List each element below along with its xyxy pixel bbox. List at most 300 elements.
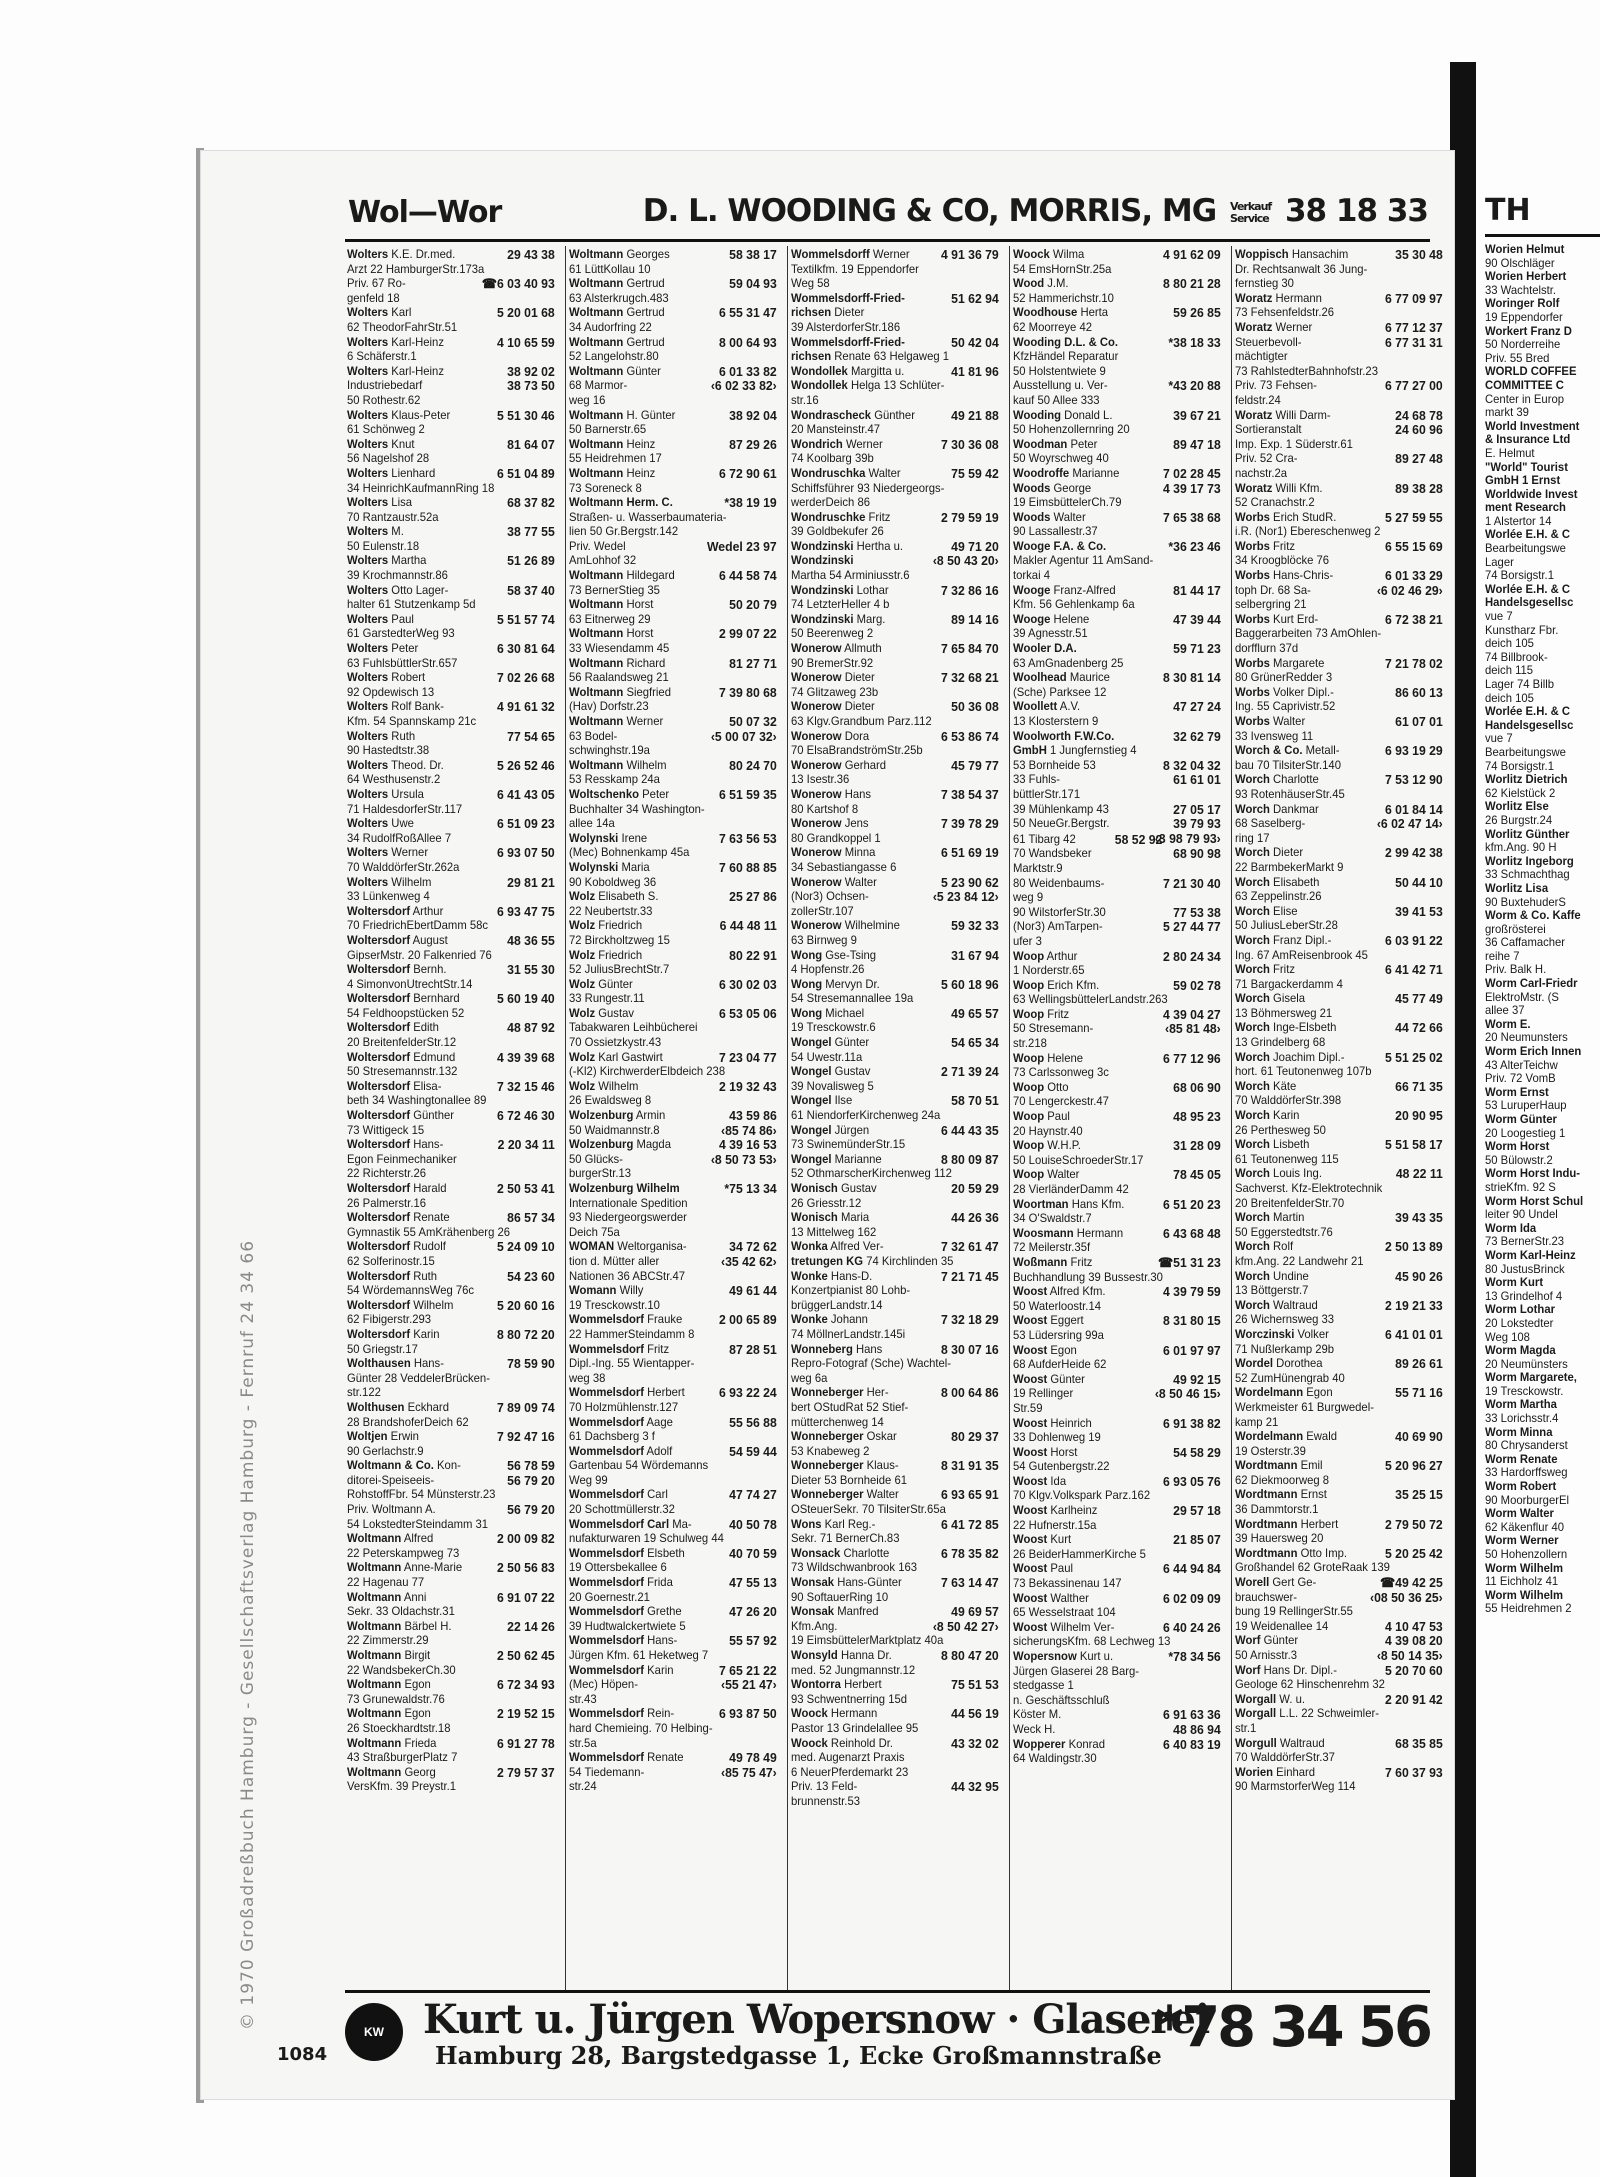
directory-entry (1235, 1445, 1435, 1460)
directory-entry (1235, 1722, 1435, 1737)
directory-entry (1013, 525, 1213, 540)
directory-entry (347, 321, 547, 336)
entry-phone: ‹08 50 36 25› (1370, 1589, 1443, 1605)
entry-name: Woratz (1235, 480, 1273, 495)
directory-entry (347, 436, 555, 453)
directory-entry (791, 1766, 991, 1781)
entry-detail: (Nor3) Ochsen- (791, 889, 869, 904)
entry-detail: Edith (413, 1020, 439, 1035)
directory-entry (791, 641, 999, 657)
directory-entry (791, 1035, 999, 1051)
entry-phone: 6 55 31 47 (718, 305, 777, 321)
entry-phone: 6 01 97 97 (1162, 1342, 1221, 1358)
entry-name: Wonsyld (791, 1648, 838, 1662)
directory-entry (569, 394, 769, 409)
entry-detail: Weltorganisa- (617, 1239, 687, 1254)
entry-detail: Egon (1306, 1385, 1333, 1400)
entry-detail: ufer 3 (1013, 933, 1042, 948)
entry-name: Wolters (347, 436, 389, 451)
entry-detail: 70 Ossietzkystr.43 (569, 1035, 662, 1050)
directory-entry (569, 482, 769, 497)
adjacent-line: Worm Margarete, (1485, 1370, 1577, 1385)
directory-entry (1013, 334, 1221, 351)
adjacent-line: & Insurance Ltd (1485, 432, 1571, 447)
entry-phone: 2 50 13 89 (1384, 1239, 1443, 1255)
entry-detail: feldstr.24 (1235, 392, 1281, 407)
entry-detail: Priv. 67 Ro- (347, 276, 406, 291)
directory-entry (1235, 874, 1443, 891)
directory-entry (791, 1372, 991, 1387)
directory-entry (347, 1343, 547, 1358)
entry-phone: *43 20 88 (1168, 378, 1221, 394)
entry-name: Woltmann (569, 247, 624, 261)
directory-entry (347, 1326, 555, 1343)
entry-detail: Hans- (647, 1633, 678, 1648)
directory-entry (1235, 394, 1435, 409)
directory-entry (569, 1414, 777, 1431)
entry-detail: Wilhelm (391, 874, 432, 889)
entry-detail: ditorei-Speiseeis- (347, 1472, 435, 1487)
directory-entry (791, 277, 991, 292)
directory-entry (791, 1385, 999, 1401)
directory-entry (347, 991, 555, 1007)
entry-detail: 33 Dohlenweg 19 (1013, 1430, 1101, 1445)
entry-phone: ‹85 75 47› (721, 1764, 777, 1780)
entry-detail: Hildegard (626, 568, 675, 583)
entry-phone: 38 92 04 (729, 407, 777, 423)
directory-entry (347, 1693, 547, 1708)
adjacent-line: strieKfm. 92 S (1485, 1179, 1556, 1194)
entry-detail: Eckhard (407, 1399, 449, 1414)
entry-detail: M. (391, 524, 404, 539)
entry-name: Wonke (791, 1268, 828, 1283)
entry-detail: AmLohhof 32 (569, 553, 637, 568)
directory-entry (1013, 1241, 1213, 1256)
entry-detail: 70 FriedrichEbertDamm 58c (347, 918, 489, 933)
entry-detail: genfeld 18 (347, 290, 400, 305)
entry-phone: 43 32 02 (951, 1735, 999, 1751)
directory-entry (791, 670, 999, 686)
entry-detail: KfzHändel Reparatur (1013, 349, 1119, 364)
directory-entry (791, 1604, 999, 1620)
entry-phone: 6 44 48 11 (719, 918, 777, 934)
entry-name: Worch (1235, 962, 1270, 977)
directory-entry (569, 714, 777, 730)
directory-entry (1013, 1138, 1221, 1154)
entry-phone: 58 38 17 (729, 247, 777, 262)
directory-entry (791, 1445, 991, 1460)
entry-name: Woltersdorf (347, 1297, 411, 1312)
entry-name: Wondollek (791, 378, 848, 393)
directory-entry (347, 861, 547, 876)
directory-entry (1013, 1752, 1213, 1767)
entry-detail: Hanna Dr. (840, 1648, 892, 1662)
directory-entry (569, 728, 777, 745)
directory-entry (791, 1005, 999, 1022)
entry-detail: Charlotte (1273, 772, 1319, 787)
directory-entry (569, 407, 777, 424)
directory-entry (791, 1268, 999, 1285)
directory-entry (569, 452, 769, 467)
entry-name: Wommelsdorf (569, 1312, 645, 1327)
entry-name: Woltmann (347, 1648, 402, 1662)
directory-entry (569, 1633, 777, 1649)
entry-phone: 68 06 90 (1173, 1079, 1221, 1095)
entry-name: Wolters (347, 816, 389, 831)
directory-entry (347, 465, 555, 482)
entry-name: Woock (791, 1735, 828, 1750)
directory-entry (347, 1751, 547, 1766)
entry-detail: beth 34 Washingtonallee 89 (347, 1093, 487, 1108)
entry-name: Woltersdorf (347, 903, 411, 918)
entry-name: Wong (791, 947, 823, 962)
directory-entry (347, 350, 547, 365)
entry-detail: Uwe (391, 816, 414, 831)
entry-detail: 19 EimsbüttelerMarktplatz 40a (791, 1633, 944, 1648)
entry-phone: 44 26 36 (951, 1210, 999, 1226)
entry-name: Woltmann (347, 1735, 402, 1750)
directory-entry (1235, 1137, 1443, 1153)
entry-detail: 68 AufderHeide 62 (1013, 1357, 1107, 1372)
adjacent-line: Worlitz Dietrich (1485, 772, 1568, 787)
entry-name: Woltersdorf (347, 1108, 411, 1123)
entry-phone: 2 19 21 33 (1384, 1297, 1443, 1313)
entry-phone: 31 55 30 (507, 962, 555, 978)
directory-entry (347, 276, 555, 292)
adjacent-line: 50 Bülowstr.2 (1485, 1152, 1553, 1167)
entry-detail: sicherungsKfm. 68 Lechweg 13 (1013, 1634, 1171, 1649)
directory-entry (1235, 642, 1435, 657)
entry-phone: 6 77 12 37 (1384, 319, 1443, 335)
entry-detail: Theod. Dr. (391, 757, 444, 772)
directory-entry (791, 1532, 991, 1547)
entry-detail: Franz Dipl.- (1273, 932, 1332, 947)
directory-entry (1013, 1386, 1221, 1402)
entry-detail: weg 38 (569, 1370, 606, 1385)
directory-entry (569, 1561, 769, 1576)
entry-phone: 61 61 01 (1173, 772, 1221, 788)
entry-detail: Hansachim (1291, 247, 1349, 261)
directory-entry (347, 699, 555, 715)
entry-name: Woltersdorf (347, 932, 411, 947)
entry-name: Wolters (347, 699, 389, 714)
entry-detail: 20 Haynstr.40 (1013, 1123, 1083, 1138)
entry-name: Wordtmann (1235, 1545, 1298, 1560)
adjacent-line: 13 Grindelhof 4 (1485, 1288, 1563, 1303)
adjacent-line: 80 Chrysanderst (1485, 1438, 1568, 1453)
entry-detail: Richard (626, 655, 666, 670)
entry-detail: 19 EimsbüttelerCh.79 (1013, 495, 1122, 510)
entry-detail: Herbert (647, 1385, 685, 1400)
directory-entry (1013, 1649, 1221, 1665)
entry-phone: 6 51 69 19 (940, 845, 999, 861)
entry-phone: 58 52 92 (1114, 831, 1163, 847)
entry-detail: 70 Holzmühlenstr.127 (569, 1399, 679, 1414)
directory-entry (347, 569, 547, 584)
entry-name: Wolzenburg Wilhelm (569, 1181, 680, 1195)
entry-phone: 89 26 61 (1395, 1356, 1443, 1372)
directory-entry (1013, 1254, 1221, 1271)
directory-entry (1235, 671, 1435, 686)
entry-detail: 54 Feldhoopstücken 52 (347, 1005, 465, 1020)
entry-detail: 22 Zimmerstr.29 (347, 1633, 429, 1648)
entry-detail: Frauke (647, 1312, 683, 1327)
directory-entry (791, 699, 999, 715)
entry-detail: Weg 58 (791, 276, 830, 291)
entry-detail: 50 Arnisstr.3 (1235, 1648, 1298, 1662)
directory-entry (1235, 496, 1435, 511)
entry-detail: werderDeich 86 (791, 495, 871, 510)
entry-detail: Hans-D. (830, 1268, 873, 1283)
directory-entry (569, 1036, 769, 1051)
entry-detail: Hans Dr. Dipl.- (1263, 1662, 1337, 1677)
adjacent-line: 33 Schmachthag (1485, 867, 1570, 882)
directory-entry (1013, 1679, 1213, 1694)
entry-phone: 6 44 43 35 (940, 1122, 999, 1138)
entry-phone: 81 44 17 (1173, 582, 1221, 598)
entry-detail: brüggerLandstr.14 (791, 1297, 883, 1312)
adjacent-line: Handelsgesellsc (1485, 717, 1574, 732)
directory-entry (1235, 350, 1435, 365)
entry-detail: Kfm. 54 Spannskamp 21c (347, 714, 477, 728)
directory-entry (347, 1429, 555, 1445)
entry-detail: 52 OthmarscherKirchenweg 112 (791, 1166, 952, 1181)
footer-advert (345, 1990, 1430, 2073)
entry-name: Woost (1013, 1619, 1048, 1634)
directory-entry (569, 817, 769, 832)
entry-detail: Gustav (834, 1064, 871, 1079)
entry-detail: W.H.P. (1047, 1138, 1081, 1153)
entry-detail: Egon (1050, 1342, 1077, 1357)
entry-detail: 39 Goldbekufer 26 (791, 524, 884, 539)
entry-detail: 22 Richterstr.26 (347, 1166, 427, 1181)
adjacent-line: Worm Lothar (1485, 1302, 1555, 1317)
entry-detail: 71 Bargackerdamm 4 (1235, 976, 1343, 991)
entry-detail: Fritz (1047, 1006, 1070, 1021)
entry-phone: 20 90 95 (1395, 1108, 1443, 1124)
entry-name: Worch (1235, 801, 1270, 816)
column-divider (565, 246, 566, 1991)
entry-phone: 7 30 36 08 (940, 436, 999, 452)
entry-detail: 13 Isestr.36 (791, 772, 850, 787)
directory-entry (569, 905, 769, 920)
entry-name: Worch (1235, 1049, 1270, 1064)
directory-entry (1235, 365, 1435, 380)
adjacent-line: E. Helmut (1485, 445, 1535, 460)
adjacent-line: Worlitz Ingeborg (1485, 853, 1574, 868)
directory-entry (569, 947, 777, 964)
entry-phone: 40 69 90 (1395, 1429, 1443, 1445)
entry-name: Woock (791, 1706, 828, 1721)
entry-detail: 26 Stoeckhardtstr.18 (347, 1720, 451, 1735)
entry-detail: 71 HaldesdorferStr.117 (347, 801, 463, 816)
directory-entry (1013, 423, 1213, 438)
directory-entry (1013, 627, 1213, 642)
directory-entry (569, 1459, 769, 1474)
directory-entry (1235, 1007, 1435, 1022)
entry-detail: 62 TheodorFahrStr.51 (347, 319, 458, 334)
entry-name: Woodhouse (1013, 305, 1078, 320)
directory-entry (569, 584, 769, 599)
directory-entry (791, 1416, 991, 1431)
entry-detail: Ilse (834, 1093, 853, 1108)
entry-name: Worch (1235, 991, 1270, 1006)
entry-phone: 6 40 24 26 (1162, 1619, 1221, 1635)
entry-name: Wommelsdorff-Fried- (791, 290, 905, 305)
entry-detail: 50 Griegstr.17 (347, 1341, 418, 1356)
entry-name: Wonisch (791, 1181, 838, 1195)
entry-detail: Jürgen Glaserei 28 Barg- (1013, 1663, 1140, 1678)
directory-entry (569, 1005, 777, 1022)
entry-phone: 50 20 79 (729, 597, 777, 613)
entry-phone: 56 79 20 (507, 1502, 555, 1518)
entry-name: Woolhead (1013, 670, 1067, 685)
directory-entry (569, 1328, 769, 1343)
entry-detail: schwinghstr.19a (569, 743, 650, 758)
directory-entry (347, 511, 547, 526)
entry-detail: Dieter (1273, 845, 1304, 860)
entry-phone: ‹35 42 62› (721, 1253, 777, 1269)
entry-detail: Großhandel 62 GroteRaak 139 (1235, 1560, 1390, 1575)
entry-detail: Walter (1047, 1167, 1080, 1182)
entry-phone: 7 63 56 53 (718, 830, 777, 846)
directory-entry (1013, 699, 1221, 715)
adjacent-line: 19 Tresckowstr. (1485, 1383, 1564, 1398)
entry-name: Wong (791, 976, 823, 991)
adjacent-line: Worm Renate (1485, 1451, 1558, 1466)
directory-entry (1013, 641, 1221, 657)
entry-name: Woltersdorf (347, 1020, 411, 1035)
directory-entry (347, 1458, 555, 1474)
directory-entry (791, 1706, 999, 1722)
entry-phone: ☎6 03 40 93 (481, 276, 555, 292)
entry-detail: lien 50 Gr.Bergstr.142 (569, 524, 679, 539)
entry-detail: 6 Schäferstr.1 (347, 349, 417, 364)
directory-entry (569, 597, 777, 613)
directory-entry (347, 1589, 555, 1606)
adjacent-line: Lager 74 Billb (1485, 677, 1554, 691)
entry-detail: 22 WandsbekerCh.30 (347, 1662, 456, 1677)
entry-name: Woop (1013, 948, 1045, 963)
directory-entry (347, 1268, 555, 1285)
entry-name: Woltmann (347, 1764, 402, 1779)
entry-phone: 44 32 95 (951, 1779, 999, 1795)
directory-entry (347, 247, 555, 263)
entry-detail: 80 Weidenbaums- (1013, 875, 1105, 890)
directory-entry (569, 276, 777, 292)
page-number: 1084 (277, 2044, 328, 2065)
entry-detail: Internationale Spedition (569, 1195, 688, 1210)
directory-entry (347, 773, 547, 788)
header-advert-phone: 38 18 33 (1284, 193, 1428, 229)
directory-entry (1013, 1721, 1221, 1738)
entry-detail: 90 Lassallestr.37 (1013, 524, 1098, 539)
entry-detail: Gymnastik 55 AmKrähenberg 26 (347, 1224, 511, 1239)
directory-entry (791, 1722, 991, 1737)
adjacent-line: Worm Minna (1485, 1424, 1553, 1439)
directory-entry (791, 290, 999, 307)
directory-entry (347, 786, 555, 803)
directory-entry (1235, 1268, 1443, 1285)
directory-entry (1235, 1153, 1435, 1168)
directory-entry (347, 670, 555, 686)
directory-entry (791, 1021, 991, 1036)
directory-entry (347, 1605, 547, 1620)
entry-phone: ☎51 31 23 (1157, 1254, 1221, 1270)
entry-name: Woortman (1013, 1196, 1069, 1211)
adjacent-line: 33 Hardorffsweg (1485, 1465, 1568, 1480)
directory-entry (347, 1531, 555, 1547)
adjacent-line: großrösterei (1485, 921, 1546, 936)
entry-detail: Knut (391, 436, 415, 451)
directory-entry (347, 1399, 555, 1416)
adjacent-line: Bearbeitungswe (1485, 541, 1566, 556)
directory-entry (569, 876, 769, 891)
entry-detail: 70 Klgv.Volkspark Parz.162 (1013, 1488, 1151, 1503)
directory-entry (791, 1093, 999, 1109)
directory-entry (791, 1064, 999, 1080)
entry-phone: 86 60 13 (1395, 684, 1443, 700)
entry-phone: 6 40 83 19 (1162, 1736, 1221, 1752)
entry-detail: 22 HammerSteindamm 8 (569, 1326, 695, 1341)
directory-entry (347, 378, 555, 394)
adjacent-line: ElektroMstr. (S (1485, 989, 1559, 1004)
directory-entry (1235, 1458, 1443, 1474)
entry-name: Worch (1235, 1166, 1270, 1181)
directory-entry (1235, 1401, 1435, 1416)
side-copyright-text: © 1970 Großadreßbuch Hamburg - Gesellschaftsverlag Hamburg - Fernruf 24 34 66 (238, 1239, 258, 2030)
entry-detail: Priv. Woltmann A. (347, 1502, 436, 1517)
directory-entry (1235, 801, 1443, 818)
directory-entry (569, 700, 769, 715)
directory-entry (1235, 290, 1443, 307)
entry-phone: 5 51 58 17 (1384, 1137, 1443, 1153)
entry-detail: 39 Novalisweg 5 (791, 1078, 874, 1093)
entry-detail: Franz-Alfred (1053, 582, 1116, 597)
directory-entry (1235, 263, 1435, 278)
entry-detail: Rolf Bank- (391, 699, 444, 714)
entry-detail: 20 Goernestr.21 (569, 1589, 650, 1604)
entry-detail: Dankmar (1273, 801, 1319, 816)
entry-phone: 6 77 12 96 (1162, 1050, 1221, 1066)
entry-phone: 6 01 33 82 (718, 363, 777, 379)
entry-detail: Erich Kfm. (1047, 977, 1100, 992)
entry-phone: 35 25 15 (1395, 1487, 1443, 1503)
directory-entry (569, 1443, 777, 1460)
entry-phone: 6 51 59 35 (718, 786, 777, 802)
directory-entry (791, 1735, 999, 1752)
entry-detail: 26 Ewaldsweg 8 (569, 1093, 652, 1108)
directory-entry (1235, 525, 1435, 540)
entry-detail: Charlotte (843, 1545, 890, 1560)
directory-entry (347, 611, 555, 628)
directory-entry (791, 1341, 999, 1358)
entry-detail: Günter (1050, 1371, 1085, 1386)
directory-entry (569, 757, 777, 774)
directory-entry (347, 334, 555, 351)
entry-name: Worch (1235, 845, 1270, 860)
entry-detail: 80 Kartshof 8 (791, 801, 859, 816)
entry-name: Wonerow (791, 874, 842, 889)
adjacent-line: GmbH 1 Ernst (1485, 473, 1561, 488)
entry-detail: Kurt Erd- (1273, 611, 1319, 626)
directory-entry (1013, 1532, 1221, 1548)
entry-detail: 50 Stresemannstr.132 (347, 1064, 458, 1079)
directory-entry (1013, 1548, 1213, 1563)
directory-entry (791, 889, 999, 905)
directory-entry (569, 1253, 777, 1270)
entry-phone: 5 60 18 96 (940, 976, 999, 992)
